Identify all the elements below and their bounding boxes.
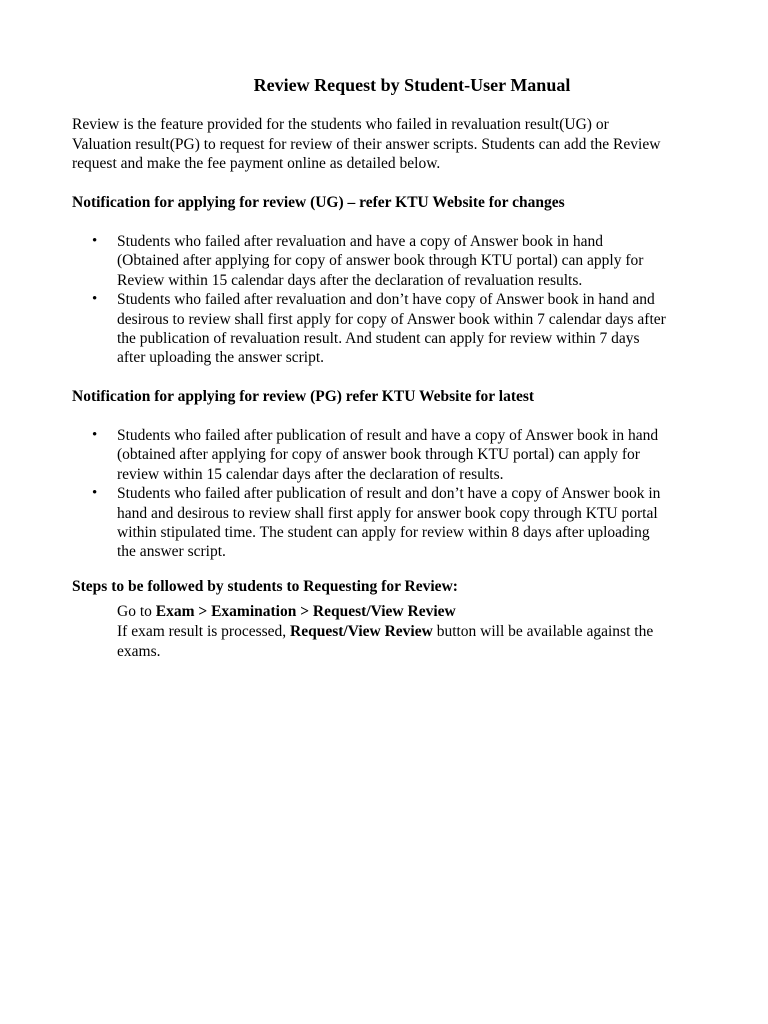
bullet-line: Students who failed after revaluation and have a copy of Answer book in hand xyxy=(117,233,603,250)
info-prefix: If exam result is processed, xyxy=(117,623,291,640)
info-suffix: button will be available against the xyxy=(432,623,654,640)
bullet-line: the answer script. xyxy=(117,543,226,561)
list-item xyxy=(72,426,712,484)
bullet-line: (obtained after applying for copy of answer book through KTU portal) can apply for xyxy=(117,446,640,464)
steps-block xyxy=(117,602,717,662)
list-item xyxy=(72,232,712,290)
menu-path: Exam > Examination > Request/View Review xyxy=(155,603,456,620)
bullet-line: hand and desirous to review shall first apply for answer book copy through KTU portal xyxy=(117,504,658,522)
ug-section-heading: Notification for applying for review (UG) – refer KTU Website for changes xyxy=(72,194,565,211)
info-instruction-line2: exams. xyxy=(117,643,161,660)
bullet-line: Students who failed after publication of result and don’t have a copy of Answer book in xyxy=(117,485,661,503)
ug-bullet-list xyxy=(72,232,712,368)
intro-paragraph xyxy=(72,115,712,174)
bullet-line: desirous to review shall first apply for copy of Answer book within 7 calendar days after xyxy=(117,310,666,328)
goto-instruction xyxy=(117,602,717,622)
pg-bullet-list xyxy=(72,426,712,562)
intro-line: Review is the feature provided for the students who failed in revaluation result(UG) or xyxy=(72,116,609,133)
pg-section-heading: Notification for applying for review (PG) refer KTU Website for latest xyxy=(72,388,535,405)
bullet-line: after uploading the answer script. xyxy=(117,349,325,367)
bullet-icon: • xyxy=(92,427,98,443)
bullet-line: the publication of revaluation result. And student can apply for review within 7 days xyxy=(117,330,640,348)
bullet-line: Students who failed after revaluation and don’t have copy of Answer book in hand and xyxy=(117,291,655,309)
info-instruction xyxy=(117,622,717,642)
document-title: Review Request by Student-User Manual xyxy=(253,75,571,95)
intro-line: request and make the fee payment online as detailed below. xyxy=(72,155,441,172)
bullet-line: Students who failed after publication of result and have a copy of Answer book in hand xyxy=(117,427,659,444)
bullet-line: review within 15 calendar days after the declaration of results. xyxy=(117,465,504,483)
list-item xyxy=(72,484,712,562)
bullet-line: within stipulated time. The student can apply for review within 8 days after uploading xyxy=(117,524,650,542)
bullet-icon: • xyxy=(92,233,98,249)
goto-prefix: Go to xyxy=(117,603,156,620)
intro-line: Valuation result(PG) to request for review of their answer scripts. Students can add the Review xyxy=(72,135,661,153)
steps-section-heading: Steps to be followed by students to Requesting for Review: xyxy=(72,578,458,595)
bullet-line: (Obtained after applying for copy of answer book through KTU portal) can apply for xyxy=(117,252,644,270)
list-item xyxy=(72,290,712,368)
bullet-icon: • xyxy=(92,291,98,308)
request-view-review-label: Request/View Review xyxy=(290,623,433,640)
bullet-line: Review within 15 calendar days after the declaration of revaluation results. xyxy=(117,271,583,289)
bullet-icon: • xyxy=(92,485,98,502)
